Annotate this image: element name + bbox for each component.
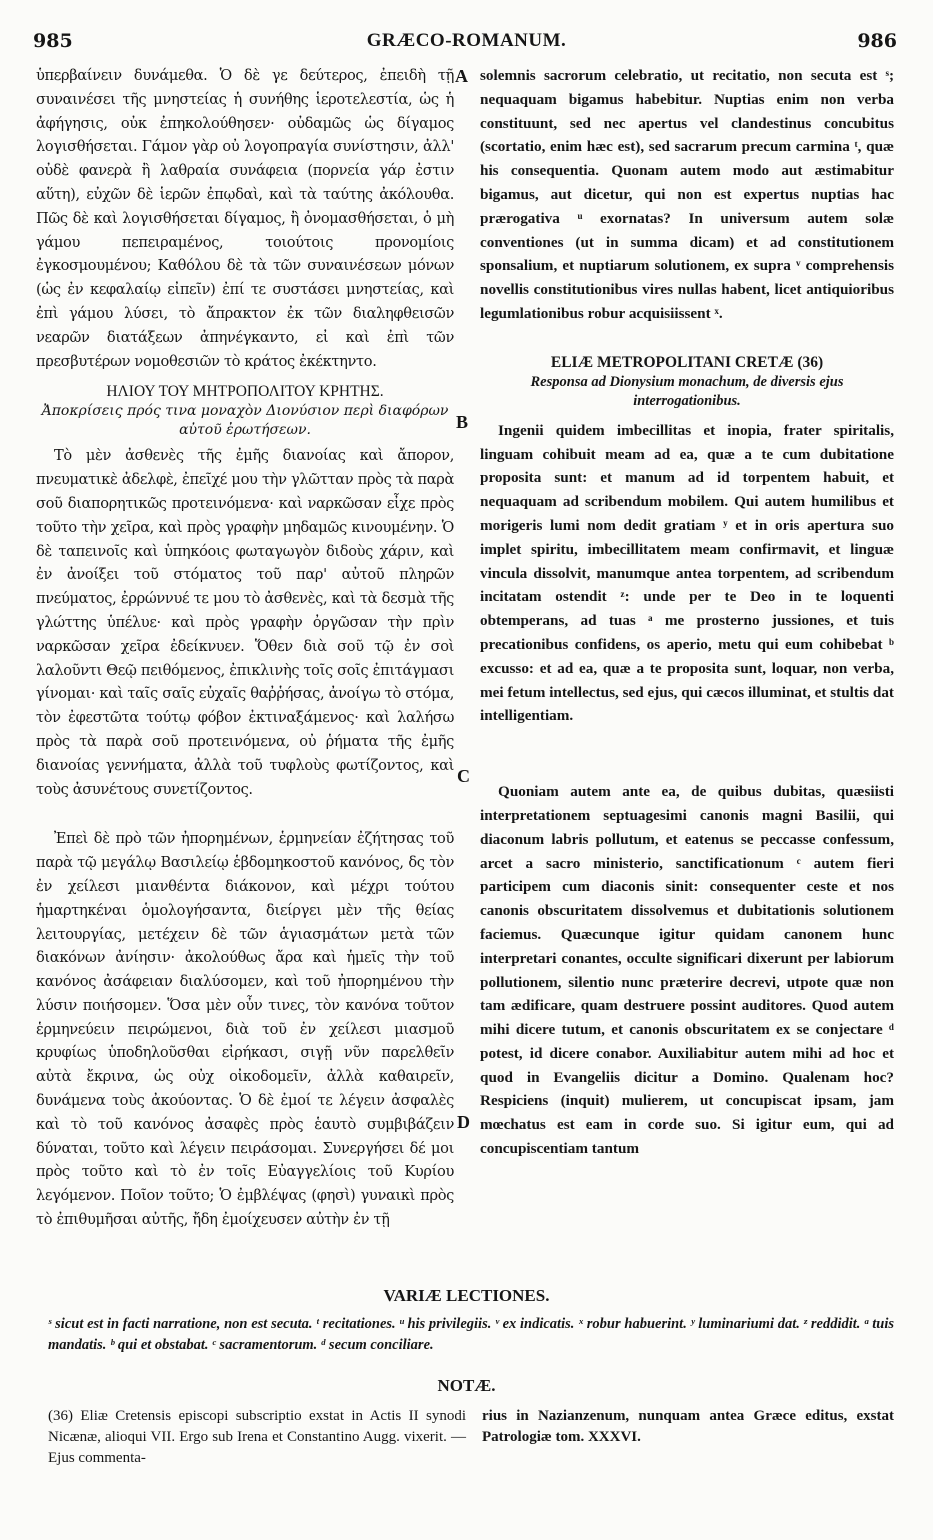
margin-marker-a: A <box>455 66 468 86</box>
greek-heading: ΗΛΙΟΥ ΤΟΥ ΜΗΤΡΟΠΟΛΙΤΟΥ ΚΡΗΤΗΣ. <box>106 383 384 401</box>
variae-lectiones-title: VARIÆ LECTIONES. <box>383 1286 550 1305</box>
page-number-left: 985 <box>33 30 73 52</box>
notae-title: NOTÆ. <box>437 1376 496 1395</box>
greek-paragraph-1: ὑπερβαίνειν δυνάμεθα. Ὁ δὲ γε δεύτερος, ἐπειδὴ τῇ συναινέσει τῆς μνηστείας ἡ συνήθης ἱεροτελεστία, ὡς ἡ ἀφήγησις, οὐκ ἐπηκολούθησεν· οὐδαμῶς ὡς δίγαμος λογισθήσεται. Γάμον γὰρ οὐ λογοπραγία συνίστησιν, ἀλλ' οὐδὲ φανερὰ ἢ λαθραία συνάφεια (πορνεία γάρ ἐστιν αὕτη), εὐχῶν δὲ ἱερῶν ἐπῳδαὶ, καὶ τὰ ταύτης ἀκόλουθα. Πῶς δὲ καὶ λογισθήσεται δίγαμος, ἢ ὀνομασθήσεται, ὁ μὴ γάμου πεπειραμένος, τοιούτοις προνομίοις ἐγκοσμουμένου; Καθόλου δὲ τὰ τῶν συναινέσεων μόνων (ὡς ἐν κεφαλαίῳ εἰπεῖν) ἐπί τε συστάσει μνηστείας, καὶ ἐπὶ γάμου λύσει, τὸ ἄπρακτον ἐκ τῶν διαληφθεισῶν νεαρῶν διατάξεων ἀπηνέγκαντο, εἰ καὶ ἐπὶ τῶν πρεσβυτέρων νομοθεσιῶν τὸ κράτος ἐκέκτηντο. <box>36 67 454 370</box>
latin-paragraph-2: Ingenii quidem imbecillitas et inopia, frater spiritalis, linguam cohibuit meam ad ea, quæ a te cum dubitatione proposita sunt: et manum ad id torpentem habuit, et nequaquam ad scribendum mobilem. Qui autem humilibus et morigeris lumi nom dedit gratiam ʸ et in oris apertura suo implet spiritu, imbecillitatem meam confirmavit, et linguæ vincula dissolvit, manumque antea torpentem, ad scribendum incitatam ostendit ᶻ: unde per te Deo in te loquenti obtemperans, ad tuas ᵃ me prosterno jussiones, et tuis precationibus confidens, os aperio, metu qui eum cohibebat ᵇ excusso: et ad ea, quæ a te proposita sunt, loquar, non verba, mei fetum intellectus, sed ejus, qui cæcos illuminat, et stultis dat intelligentiam. <box>480 421 894 725</box>
latin-paragraph-1: solemnis sacrorum celebratio, ut recitatio, non secuta est ˢ; nequaquam bigamus habebitur. Nuptias enim non verba constituunt, sed nec apertus vel clandestinus concubitus (scortatio, enim hæc est), sed sacrarum precum carmina ᵗ, quæ his consequentia. Quonam autem modo aut æstimabitur bigamus, aut dicetur, qui non est expertus nuptias hac prærogativa ᵘ exornatas? In universum autem solæ conventiones (ut in summa dicam) et ad constitutionem sponsalium, et nuptiarum solutionem, ex supra ᵛ comprehensis novellis constitutionibus vires nullas habent, licet antiquioribus legumlationibus robur acquisiissent ˣ. <box>480 67 894 322</box>
latin-subheading: Responsa ad Dionysium monachum, de diversis ejus interrogationibus. <box>530 373 844 409</box>
notae-right: rius in Nazianzenum, nunquam antea Græce editus, exstat Patrologiæ tom. XXXVI. <box>482 1408 894 1445</box>
margin-marker-b: B <box>456 412 469 432</box>
running-title: GRÆCO-ROMANUM. <box>366 30 567 51</box>
variae-lectiones-text: ˢ sicut est in facti narratione, non est secuta. ᵗ recitationes. ᵘ his privilegiis. ᵛ ex indicatis. ˣ robur habuerint. ʸ luminariumi dat. ᶻ reddidit. ᵃ tuis mandatis. ᵇ qui et obstabat. ᶜ sacramentorum. ᵈ secum conciliare. <box>48 1316 894 1353</box>
page-number-right: 986 <box>857 30 897 52</box>
greek-paragraph-2: Τὸ μὲν ἀσθενὲς τῆς ἐμῆς διανοίας καὶ ἄπορον, πνευματικὲ ἀδελφὲ, ἐπεῖχέ μου τὴν γλῶτταν πρὸς τὰ παρὰ σοῦ διαπορητικῶς προτεινόμενα· καὶ ναρκῶσαν εἶχε πρὸς τοῦτο τὴν χεῖρα, καὶ πρὸς γραφὴν μηδαμῶς κινουμένην. Ὁ δὲ ταπεινοῖς καὶ ὑπηκόοις φωταγωγὸν διδοὺς χάριν, καὶ ἐν ἀνοίξει τοῦ στόματος τοῦ παρ' αὐτοῦ πληρῶν πνεύματος, ἐρρώννυέ τε μου τὸ ἀσθενὲς, καὶ τὰ δεσμὰ τῆς γλώττης ὑπέλυε· καὶ πρὸς γραφὴν ὀργῶσαν τὴν πρὶν ναρκῶσαν χεῖρα ἐδείκνυεν. Ὅθεν διὰ σοῦ τῷ ἐν σοὶ λαλοῦντι Θεῷ πειθόμενος, ἐπικλινὴς τοῖς σοῖς ἐπιτάγμασι γίνομαι· καὶ ταῖς σαῖς εὐχαῖς θαῤῥήσας, ἀνοίγω τὸ στόμα, τὸν ἐφεστῶτα τούτῳ φόβον ἐκτιναξάμενος· καὶ λαλήσω πρὸς τὰ παρὰ σοῦ προτεινόμενα, οὐ ῥήματα τῆς ἐμῆς διανοίας γεννήματα, ἀλλὰ τοῦ τυφλοὺς φωτίζοντος, καὶ τοὺς ἀσυνέτους συνετίζοντος. <box>36 447 454 798</box>
greek-paragraph-3: Ἐπεὶ δὲ πρὸ τῶν ἠπορημένων, ἑρμηνείαν ἐζήτησας τοῦ παρὰ τῷ μεγάλῳ Βασιλείῳ ἑβδομηκοστοῦ κανόνος, δς τὸν ἐν χείλεσι μιανθέντα διάκονον, καὶ μέχρι τούτου ἡμαρτηκέναι ὁμολογήσαντα, διείργει μὲν τῆς θείας λειτουργίας, μετέχειν δὲ τῶν ἁγιασμάτων μετὰ τῶν διακόνων ἀνίησιν· ἀκολούθως ἄρα καὶ ἡμεῖς τὴν τοῦ κανόνος ἀσάφειαν διαλύσομεν, καὶ τοῦ ἠπορημένου τὴν λύσιν ποιήσομεν. Ὅσα μὲν οὖν τινες, τὸν κανόνα τοῦτον ἑρμηνεύειν πειρώμενοι, διὰ τοῦ ἐν χείλεσι μιασμοῦ κρυφίως ὑποδηλοῦσθαι εἰρήκασι, σιγῇ νῦν παρελθεῖν αὐτὰ ἔκρινα, ὡς οὐχ οἰκοδομεῖν, ἀλλὰ καθαιρεῖν, δυνάμενα τοὺς ἀκούοντας. Ὁ δὲ ἐμοί τε λέγειν ἀσφαλὲς καὶ τὸ τοῦ κανόνος ἀσαφὲς πρὸς ἑαυτὸ συμβιβάζειν δύναται, τοῦτο καὶ λέγειν πειράσομαι. Συνεργήσει δέ μοι πρὸς τοῦτο καὶ τὸ ἐν τοῖς Εὐαγγελίοις τοῦ Κυρίου λεγόμενον. Ποῖον τοῦτο; Ὁ ἐμβλέψας (φησὶ) γυναικὶ πρὸς τὸ ἐπιθυμῆσαι αὐτῆς, ἤδη ἐμοίχευσεν αὐτὴν ἐν τῇ <box>36 830 454 1229</box>
greek-subheading: Ἀποκρίσεις πρός τινα μοναχὸν Διονύσιον περὶ διαφόρων αὐτοῦ ἐρωτήσεων. <box>41 403 449 439</box>
margin-marker-c: C <box>457 766 470 786</box>
latin-column <box>480 64 894 1276</box>
notae-left: (36) Eliæ Cretensis episcopi subscriptio exstat in Actis II synodi Nicænæ, alioqui VII. Ergo sub Irena et Constantino Augg. vixerit. — Ejus commenta- <box>48 1408 466 1466</box>
latin-heading: ELIÆ METROPOLITANI CRETÆ (36) <box>550 353 824 371</box>
margin-marker-d: D <box>457 1112 470 1132</box>
greek-column <box>36 64 454 1276</box>
latin-paragraph-3: Quoniam autem ante ea, de quibus dubitas, quæsiisti interpretationem septuagesimi canonis magni Basilii, qui diaconum labris pollutum, et eatenus se peccasse confessum, arcet a sacro ministerio, sanctificationum ᶜ autem fieri participem cum diaconis sinit: consequenter ceste et nos canonis obscuritatem dissolvemus et dubitationis solutionem faciemus. Quæcunque igitur quidam canonem hunc interpretari conantes, occulte significari dixerunt per labiorum pollutionem, silentio nunc præterire decrevi, utpote quæ non tam ædificare, quam destruere possint auditores. Quod autem mihi dicere tutum, et canonis obscuritatem ex se conjectare ᵈ potest, id dicere conabor. Auxiliabitur autem mihi ad hoc et quod in Evangeliis dicitur a Domino. Qualenam hoc? Respiciens (inquit) mulierem, ut concupiscat ipsam, jam mœchatus est eam in corde suo. Si igitur eum, qui ad concupiscentiam tantum <box>480 783 894 1158</box>
